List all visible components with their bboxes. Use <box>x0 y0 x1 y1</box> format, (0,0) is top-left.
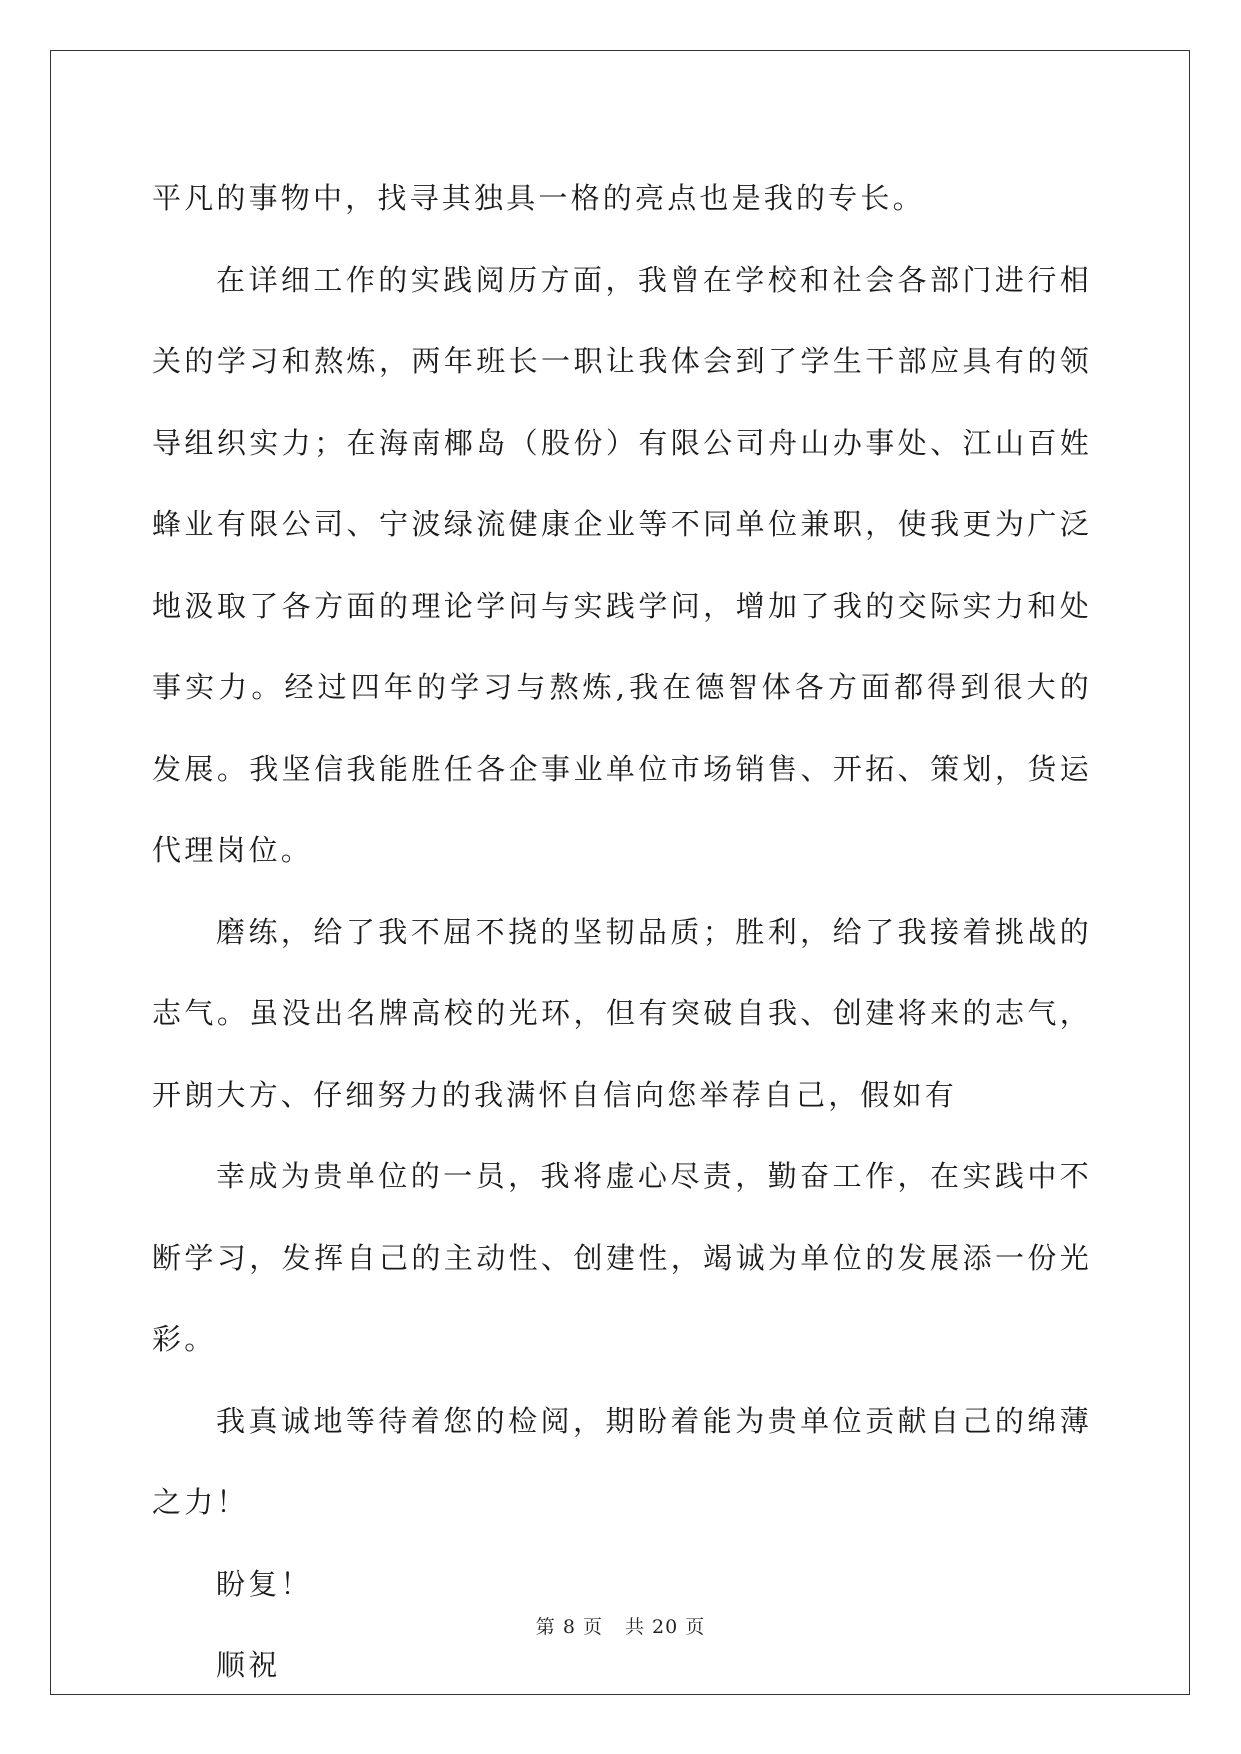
paragraph-5: 我真诚地等待着您的检阅，期盼着能为贵单位贡献自己的绵薄之力！ <box>152 1403 1092 1519</box>
paragraph-4: 幸成为贵单位的一员，我将虚心尽责，勤奋工作，在实践中不断学习，发挥自己的主动性、创建性，竭诚为单位的发展添一份光彩。 <box>152 1159 1092 1356</box>
paragraph-1: 平凡的事物中，找寻其独具一格的亮点也是我的专长。 <box>152 181 925 215</box>
paragraph-2: 在详细工作的实践阅历方面，我曾在学校和社会各部门进行相关的学习和熬炼，两年班长一职让我体会到了学生干部应具有的领导组织实力；在海南椰岛（股份）有限公司舟山办事处、江山百姓蜂业有限公司、宁波绿流健康企业等不同单位兼职，使我更为广泛地汲取了各方面的理论学问与实践学问，增加了我的交际实力和处事实力。经过四年的学习与熬炼,我在德智体各方面都得到很大的发展。我坚信我能胜任各企事业单位市场销售、开拓、策划，货运代理岗位。 <box>152 262 1092 867</box>
page-number-current: 第 8 页 <box>535 1616 603 1638</box>
page-number-total: 共 20 页 <box>624 1616 706 1638</box>
page-footer <box>0 1612 1241 1639</box>
paragraph-3: 磨练，给了我不屈不挠的坚韧品质；胜利，给了我接着挑战的志气。虽没出名牌高校的光环，但有突破自我、创建将来的志气，开朗大方、仔细努力的我满怀自信向您举荐自己，假如有 <box>152 914 1092 1112</box>
closing-wishes: 顺祝 <box>216 1648 281 1682</box>
closing-reply: 盼复！ <box>216 1566 313 1601</box>
letter-body <box>152 158 1092 1707</box>
